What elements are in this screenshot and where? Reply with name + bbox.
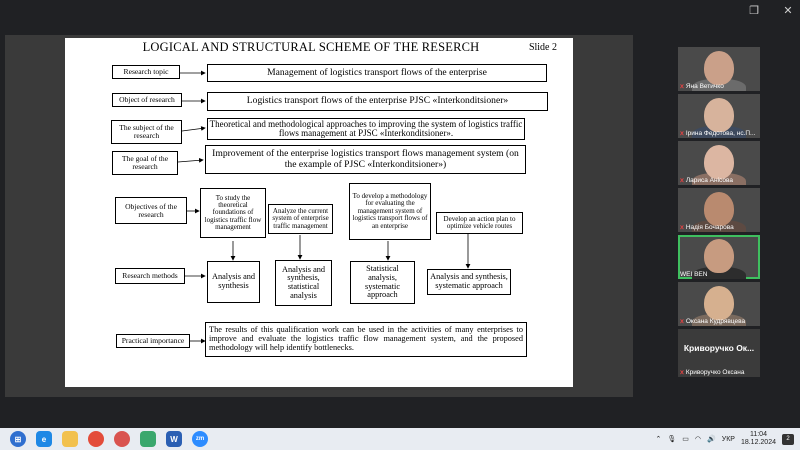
- method-4: Analysis and synthesis, systematic approach: [427, 269, 511, 295]
- participant-name-text: Ірина Федотова, нс.П...: [685, 129, 756, 137]
- system-tray: [656, 428, 794, 450]
- participant-name-text: Криворучко Оксана: [685, 368, 745, 376]
- microphone-icon[interactable]: 🎙: [667, 436, 677, 443]
- edge-browser-icon[interactable]: e: [36, 431, 52, 447]
- objective-4: Develop an action plan to optimize vehicle routes: [436, 212, 523, 234]
- participant-display-name: Криворучко Ок...: [683, 343, 755, 353]
- participant-video: [704, 239, 734, 273]
- clock-time: 11:04: [749, 431, 767, 439]
- participant-name: [680, 368, 744, 376]
- method-3: Statistical analysis, systematic approach: [350, 261, 415, 304]
- language-indicator[interactable]: УКР: [721, 435, 735, 443]
- participant-video: [704, 192, 734, 226]
- objective-3: To develop a methodology for evaluating the management system of logistics transport flows of an enterprise: [349, 183, 431, 240]
- chrome-profile-icon[interactable]: [114, 431, 130, 447]
- participant-video: [704, 286, 734, 320]
- value-research-topic: Management of logistics transport flows of the enterprise: [207, 64, 547, 82]
- participant-name: [680, 223, 734, 231]
- participant-name: [680, 317, 745, 325]
- participant-name: [680, 271, 707, 278]
- taskbar: [0, 428, 800, 450]
- label-research-topic: Research topic: [112, 65, 180, 79]
- muted-mic-icon: ⅹ: [680, 177, 684, 184]
- muted-mic-icon: ⅹ: [680, 318, 684, 325]
- participant-tile[interactable]: [678, 282, 760, 326]
- restore-window-icon[interactable]: ❐: [749, 5, 759, 17]
- label-practical-importance: Practical importance: [116, 334, 190, 348]
- label-objectives: Objectives of the research: [115, 197, 187, 224]
- participant-name-text: Надія Бочарова: [685, 223, 734, 231]
- presentation-slide: [65, 38, 573, 387]
- method-1: Analysis and synthesis: [207, 261, 260, 303]
- objective-1: To study the theoretical foundations of logistics traffic flow management: [200, 188, 266, 238]
- file-explorer-icon[interactable]: [62, 431, 78, 447]
- network-icon[interactable]: ▭: [682, 436, 689, 443]
- window-controls: [748, 4, 794, 17]
- participant-tile[interactable]: [678, 94, 760, 138]
- slide-title: [65, 40, 573, 55]
- slide-title-text: LOGICAL AND STRUCTURAL SCHEME OF THE RESERCH: [142, 40, 480, 54]
- clock[interactable]: [741, 431, 776, 446]
- muted-mic-icon: ⅹ: [680, 369, 684, 376]
- participant-video: [704, 98, 734, 132]
- participant-name-text: WEI BEN: [680, 271, 708, 278]
- notifications-icon[interactable]: 2: [782, 434, 794, 445]
- clock-date: 18.12.2024: [740, 439, 776, 446]
- method-2: Analysis and synthesis, statistical analysis: [275, 260, 332, 306]
- show-hidden-icons-icon[interactable]: ⌃: [655, 436, 662, 443]
- wifi-icon[interactable]: ◠: [694, 436, 702, 443]
- participant-tile[interactable]: [678, 141, 760, 185]
- value-practical-importance: The results of this qualification work can be used in the activities of many enterprises to improve and evaluate the logistics traffic flow management system, and the proposed methodology will help identify bottlenecks.: [205, 322, 527, 357]
- participant-name: [680, 82, 724, 90]
- participant-name: [680, 129, 755, 137]
- volume-icon[interactable]: 🔊: [707, 436, 716, 443]
- muted-mic-icon: ⅹ: [680, 224, 684, 231]
- participant-tile[interactable]: [678, 188, 760, 232]
- muted-mic-icon: ⅹ: [680, 83, 684, 90]
- label-goal: The goal of the research: [112, 151, 178, 175]
- label-subject: The subject of the research: [111, 120, 182, 144]
- word-icon[interactable]: W: [166, 431, 182, 447]
- muted-mic-icon: ⅹ: [680, 130, 684, 137]
- zoom-app-icon[interactable]: zm: [192, 431, 208, 447]
- objective-2: Analyze the current system of enterprise traffic management: [268, 204, 333, 234]
- app-icon[interactable]: [140, 431, 156, 447]
- participant-name-text: Лариса Анісова: [685, 176, 733, 184]
- participant-tile[interactable]: [678, 47, 760, 91]
- participant-name-text: Оксана Кудрявцева: [685, 317, 746, 325]
- chrome-browser-icon[interactable]: [88, 431, 104, 447]
- value-subject: Theoretical and methodological approaches to improving the system of logistics traffic flows management at PJSC «Interkonditsioner».: [207, 118, 525, 140]
- participant-video: [704, 51, 734, 85]
- participant-name-text: Яна Ветичко: [685, 82, 724, 90]
- value-goal: Improvement of the enterprise logistics transport flows management system (on the example of PJSC «Interkonditsioner»): [205, 145, 526, 174]
- participant-tile-active-speaker[interactable]: [678, 235, 760, 279]
- label-research-methods: Research methods: [115, 268, 185, 284]
- close-window-icon[interactable]: ✕: [783, 5, 793, 17]
- value-object-of-research: Logistics transport flows of the enterprise PJSC «Interkonditsioner»: [207, 92, 548, 111]
- start-button-icon[interactable]: ⊞: [10, 431, 26, 447]
- participant-name: [680, 176, 733, 184]
- participant-tile-no-video[interactable]: [678, 329, 760, 377]
- slide-number: Slide 2: [528, 42, 557, 53]
- participant-video: [704, 145, 734, 179]
- label-object-of-research: Object of research: [112, 93, 182, 107]
